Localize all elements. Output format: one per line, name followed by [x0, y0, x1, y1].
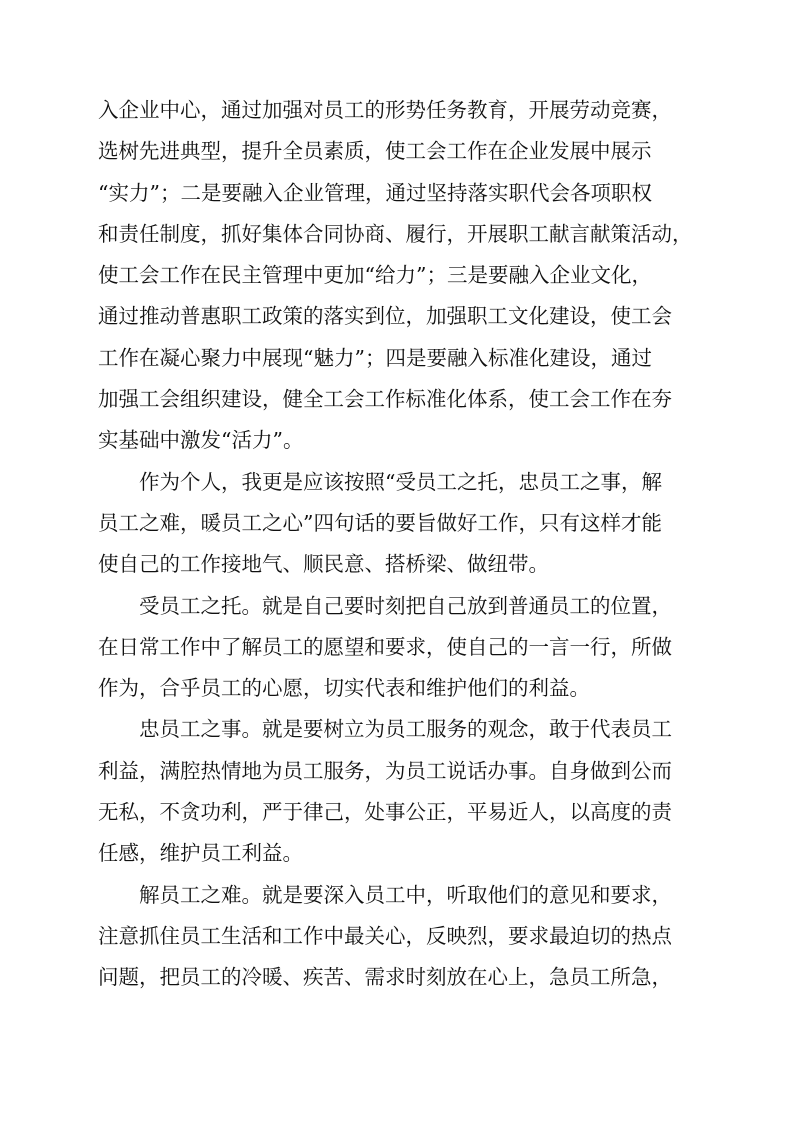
- text-line-15: 作为，合乎员工的心愿，切实代表和维护他们的利益。: [98, 676, 590, 701]
- text-line-4: 和责任制度，抓好集体合同协商、履行，开展职工献言献策活动，: [98, 221, 693, 246]
- text-line-16: 忠员工之事。就是要树立为员工服务的观念，敢于代表员工: [139, 717, 672, 742]
- text-line-12: 使自己的工作接地气、顺民意、搭桥梁、做纽带。: [98, 552, 549, 577]
- text-line-20: 解员工之难。就是要深入员工中，听取他们的意见和要求，: [139, 882, 672, 907]
- text-line-1: 入企业中心，通过加强对员工的形势任务教育，开展劳动竞赛，: [98, 98, 672, 122]
- text-line-22: 问题，把员工的冷暖、疾苦、需求时刻放在心上，急员工所急，: [98, 965, 672, 990]
- text-line-17: 利益，满腔热情地为员工服务，为员工说话办事。自身做到公而: [98, 758, 672, 783]
- text-line-18: 无私，不贪功利，严于律己，处事公正，平易近人，以高度的责: [98, 800, 672, 825]
- text-line-8: 加强工会组织建设，健全工会工作标准化体系，使工会工作在夯: [98, 387, 672, 412]
- document-body: [98, 90, 708, 999]
- text-line-5: 使工会工作在民主管理中更加“给力”；三是要融入企业文化，: [98, 263, 652, 288]
- text-line-6: 通过推动普惠职工政策的落实到位，加强职工文化建设，使工会: [98, 304, 672, 329]
- text-line-2: 选树先进典型，提升全员素质，使工会工作在企业发展中展示: [98, 139, 652, 164]
- text-line-21: 注意抓住员工生活和工作中最关心，反映烈，要求最迫切的热点: [98, 923, 672, 948]
- text-line-13: 受员工之托。就是自己要时刻把自己放到普通员工的位置，: [139, 593, 672, 618]
- text-line-11: 员工之难，暖员工之心”四句话的要旨做好工作，只有这样才能: [98, 510, 662, 535]
- text-line-3: “实力”；二是要融入企业管理，通过坚持落实职代会各项职权: [98, 180, 652, 205]
- text-line-10: 作为个人，我更是应该按照“受员工之托，忠员工之事，解: [139, 469, 662, 494]
- text-line-9: 实基础中激发“活力”。: [98, 428, 304, 453]
- text-line-19: 任感，维护员工利益。: [98, 841, 303, 866]
- text-line-7: 工作在凝心聚力中展现“魅力”；四是要融入标准化建设，通过: [98, 345, 652, 370]
- text-line-14: 在日常工作中了解员工的愿望和要求，使自己的一言一行，所做: [98, 634, 672, 659]
